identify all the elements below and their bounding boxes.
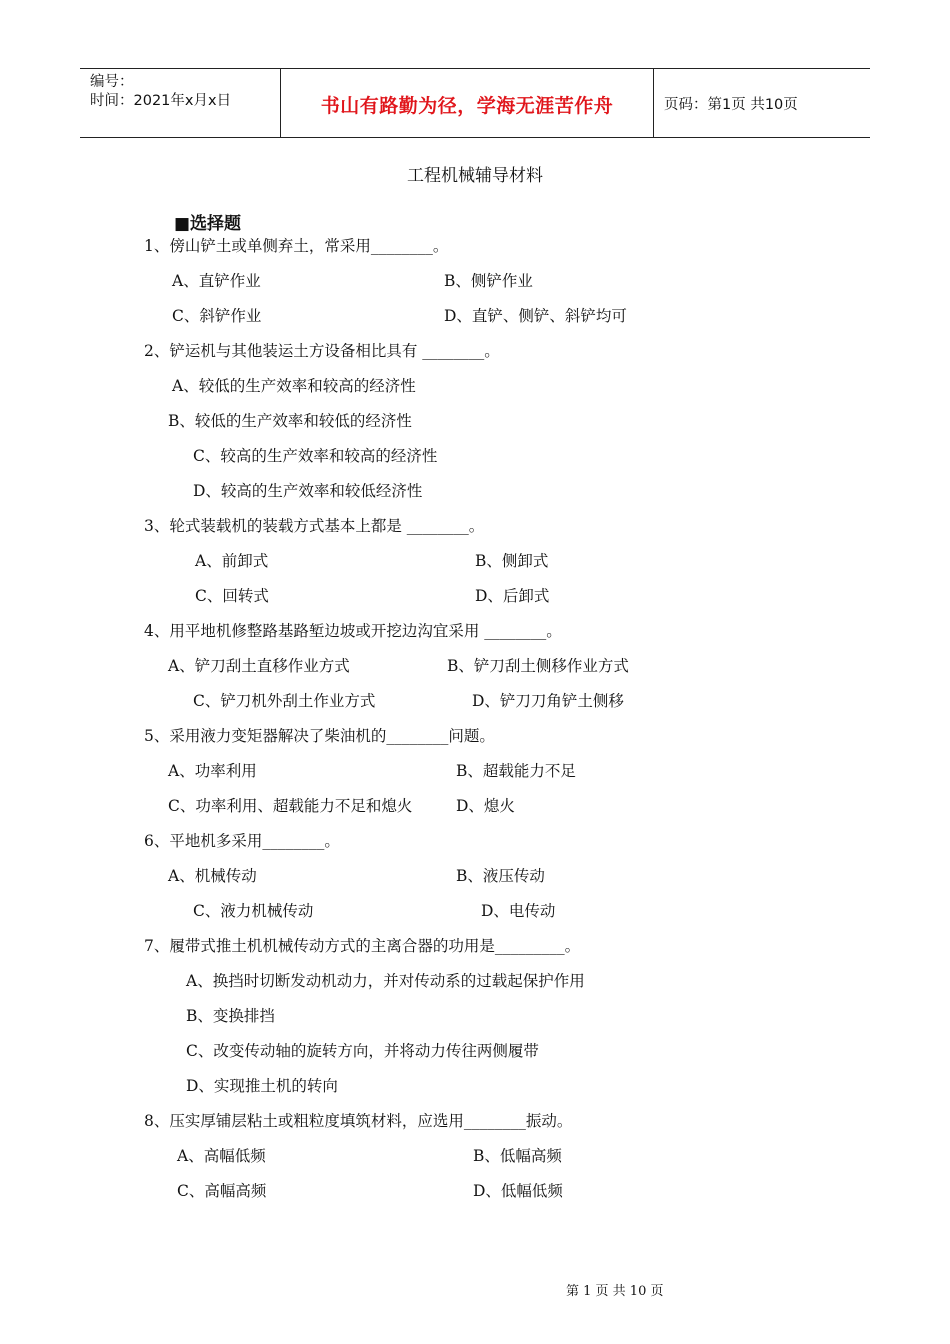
option: D、实现推土机的转向 bbox=[186, 1077, 338, 1095]
option: B、超载能力不足 bbox=[456, 762, 576, 780]
option: B、较低的生产效率和较低的经济性 bbox=[168, 412, 412, 430]
option: A、前卸式 bbox=[195, 552, 269, 570]
option: B、侧卸式 bbox=[475, 552, 549, 570]
option: B、铲刀刮土侧移作业方式 bbox=[447, 657, 629, 675]
option: C、功率利用、超载能力不足和熄火 bbox=[168, 797, 413, 815]
question-text: 5、采用液力变矩器解决了柴油机的________问题。 bbox=[144, 727, 495, 745]
question-text: 6、平地机多采用________。 bbox=[144, 832, 340, 850]
option: D、熄火 bbox=[456, 797, 515, 815]
question-text: 4、用平地机修整路基路堑边坡或开挖边沟宜采用 ________。 bbox=[144, 622, 562, 640]
option: B、变换排挡 bbox=[186, 1007, 275, 1025]
option: D、电传动 bbox=[481, 902, 556, 920]
option: A、机械传动 bbox=[168, 867, 257, 885]
option: D、铲刀刀角铲土侧移 bbox=[472, 692, 624, 710]
question-text: 7、履带式推土机机械传动方式的主离合器的功用是_________。 bbox=[144, 937, 581, 955]
option: C、液力机械传动 bbox=[193, 902, 314, 920]
option: C、铲刀机外刮土作业方式 bbox=[193, 692, 376, 710]
option: A、换挡时切断发动机动力，并对传动系的过载起保护作用 bbox=[186, 972, 585, 990]
option: A、功率利用 bbox=[168, 762, 257, 780]
question-text: 2、铲运机与其他装运土方设备相比具有 ________。 bbox=[144, 342, 500, 360]
header-meta-cell bbox=[80, 69, 281, 137]
section-heading: ■选择题 bbox=[174, 214, 242, 234]
option: D、后卸式 bbox=[475, 587, 550, 605]
option: B、低幅高频 bbox=[473, 1147, 562, 1165]
option: B、液压传动 bbox=[456, 867, 545, 885]
question-text: 8、压实厚铺层粘土或粗粒度填筑材料，应选用________振动。 bbox=[144, 1112, 573, 1130]
option: C、斜铲作业 bbox=[172, 307, 262, 325]
option: D、低幅低频 bbox=[473, 1182, 563, 1200]
page-info: 页码：第1页 共10页 bbox=[664, 96, 798, 113]
option: D、直铲、侧铲、斜铲均可 bbox=[444, 307, 627, 325]
question-text: 1、傍山铲土或单侧弃土，常采用________。 bbox=[144, 237, 449, 255]
header-page-cell bbox=[654, 69, 870, 137]
option: C、回转式 bbox=[195, 587, 269, 605]
option: D、较高的生产效率和较低经济性 bbox=[193, 482, 423, 500]
option: A、直铲作业 bbox=[172, 272, 261, 290]
header-table bbox=[80, 68, 870, 138]
option: A、高幅低频 bbox=[177, 1147, 266, 1165]
option: B、侧铲作业 bbox=[444, 272, 533, 290]
document-title: 工程机械辅导材料 bbox=[407, 166, 543, 186]
question-text: 3、轮式装载机的装载方式基本上都是 ________。 bbox=[144, 517, 485, 535]
option: C、改变传动轴的旋转方向，并将动力传往两侧履带 bbox=[186, 1042, 539, 1060]
number-label: 编号： bbox=[90, 74, 134, 90]
option: A、铲刀刮土直移作业方式 bbox=[168, 657, 350, 675]
page-footer: 第 1 页 共 10 页 bbox=[566, 1284, 664, 1299]
time-label: 时间：2021年x月x日 bbox=[90, 93, 232, 109]
header-motto-cell bbox=[281, 69, 654, 137]
option: C、高幅高频 bbox=[177, 1182, 267, 1200]
motto: 书山有路勤为径，学海无涯苦作舟 bbox=[320, 94, 614, 117]
option: A、较低的生产效率和较高的经济性 bbox=[172, 377, 416, 395]
option: C、较高的生产效率和较高的经济性 bbox=[193, 447, 438, 465]
